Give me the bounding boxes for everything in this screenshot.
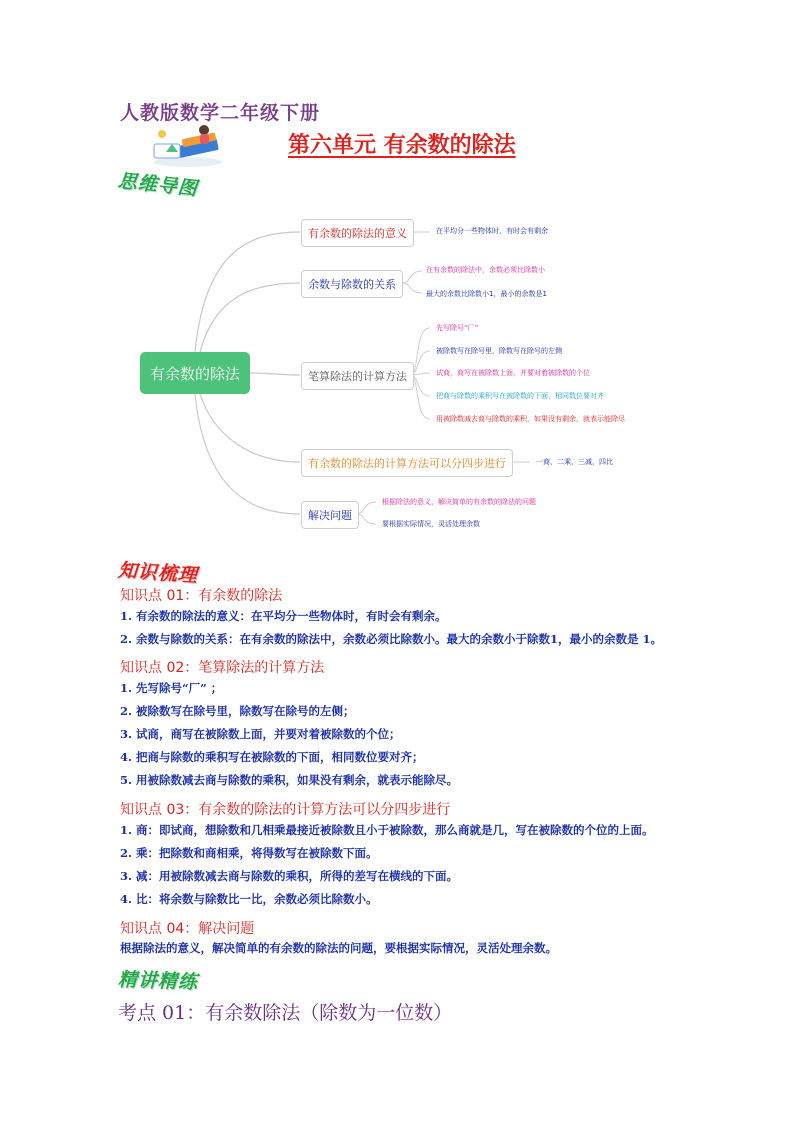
kp02-title: 知识点 02：笔算除法的计算方法 bbox=[120, 660, 325, 676]
kp01-line-2: 2. 余数与除数的关系：在有余数的除法中，余数必须比除数小。最大的余数小于除数1，最小的余数是 1。 bbox=[120, 632, 663, 646]
kp03-line-3: 3. 减：用被除数减去商与除数的乘积，所得的差写在横线的下面。 bbox=[120, 869, 459, 883]
branch-meaning: 有余数的除法的意义 bbox=[301, 219, 414, 247]
kp03-title: 知识点 03：有余数的除法的计算方法可以分四步进行 bbox=[120, 802, 451, 818]
leaf-remainder-range: 最大的余数比除数小1，最小的余数是1 bbox=[426, 290, 547, 298]
kp03-line-2: 2. 乘：把除数和商相乘，将得数写在被除数下面。 bbox=[120, 846, 378, 860]
leaf-solve-2: 要根据实际情况，灵活处理余数 bbox=[382, 520, 480, 528]
book-title: 人教版数学二年级下册 bbox=[120, 102, 321, 124]
knowledge-heading: 知识梳理 bbox=[117, 559, 199, 587]
kp02-line-2: 2. 被除数写在除号里，除数写在除号的左侧； bbox=[120, 704, 355, 718]
exam-point-title: 考点 01：有余数除法（除数为一位数） bbox=[118, 1002, 453, 1024]
practice-heading: 精讲精练 bbox=[117, 968, 199, 994]
mindmap-root: 有余数的除法 bbox=[140, 352, 250, 394]
leaf-step-4: 把商与除数的乘积写在被除数的下面，相同数位要对齐 bbox=[436, 392, 604, 400]
kp04-line-1: 根据除法的意义，解决简单的有余数的除法的问题，要根据实际情况，灵活处理余数。 bbox=[120, 941, 557, 955]
kp02-line-5: 5. 用被除数减去商与除数的乘积，如果没有剩余，就表示能除尽。 bbox=[120, 773, 459, 787]
leaf-meaning: 在平均分一些物体时，有时会有剩余 bbox=[436, 227, 548, 235]
kp03-line-4: 4. 比：将余数与除数比一比，余数必须比除数小。 bbox=[120, 892, 378, 906]
leaf-step-2: 被除数写在除号里，除数写在除号的左侧 bbox=[436, 347, 562, 355]
kp04-title: 知识点 04：解决问题 bbox=[120, 921, 255, 937]
kp02-line-3: 3. 试商，商写在被除数上面，并要对着被除数的个位； bbox=[120, 727, 401, 741]
branch-problem-solving: 解决问题 bbox=[301, 501, 359, 529]
mindmap-heading: 思维导图 bbox=[116, 169, 199, 201]
branch-written-method: 笔算除法的计算方法 bbox=[301, 362, 414, 390]
leaf-four-steps: 一商，二乘，三减，四比 bbox=[536, 458, 613, 466]
leaf-step-5: 用被除数减去商与除数的乘积，如果没有剩余，就表示能除尽 bbox=[436, 415, 625, 423]
kp02-line-4: 4. 把商与除数的乘积写在被除数的下面，相同数位要对齐； bbox=[120, 750, 424, 764]
kp01-title: 知识点 01：有余数的除法 bbox=[120, 588, 283, 604]
leaf-solve-1: 根据除法的意义，解决简单的有余数的除法的问题 bbox=[382, 498, 536, 506]
branch-remainder-relation: 余数与除数的关系 bbox=[301, 270, 403, 298]
branch-four-steps: 有余数的除法的计算方法可以分四步进行 bbox=[301, 449, 513, 477]
kp01-line-1: 1. 有余数的除法的意义：在平均分一些物体时，有时会有剩余。 bbox=[120, 609, 447, 623]
leaf-remainder-smaller: 在有余数的除法中，余数必须比除数小 bbox=[426, 266, 545, 274]
kp03-line-1: 1. 商：即试商，想除数和几相乘最接近被除数且小于被除数，那么商就是几，写在被除数的个位的上面。 bbox=[120, 823, 654, 837]
unit-title: 第六单元 有余数的除法 bbox=[288, 132, 516, 158]
leaf-step-1: 先写除号“厂” bbox=[436, 324, 479, 332]
leaf-step-3: 试商，商写在被除数上面，并要对着被除数的个位 bbox=[436, 369, 590, 377]
kp02-line-1: 1. 先写除号“厂” ； bbox=[120, 681, 223, 695]
